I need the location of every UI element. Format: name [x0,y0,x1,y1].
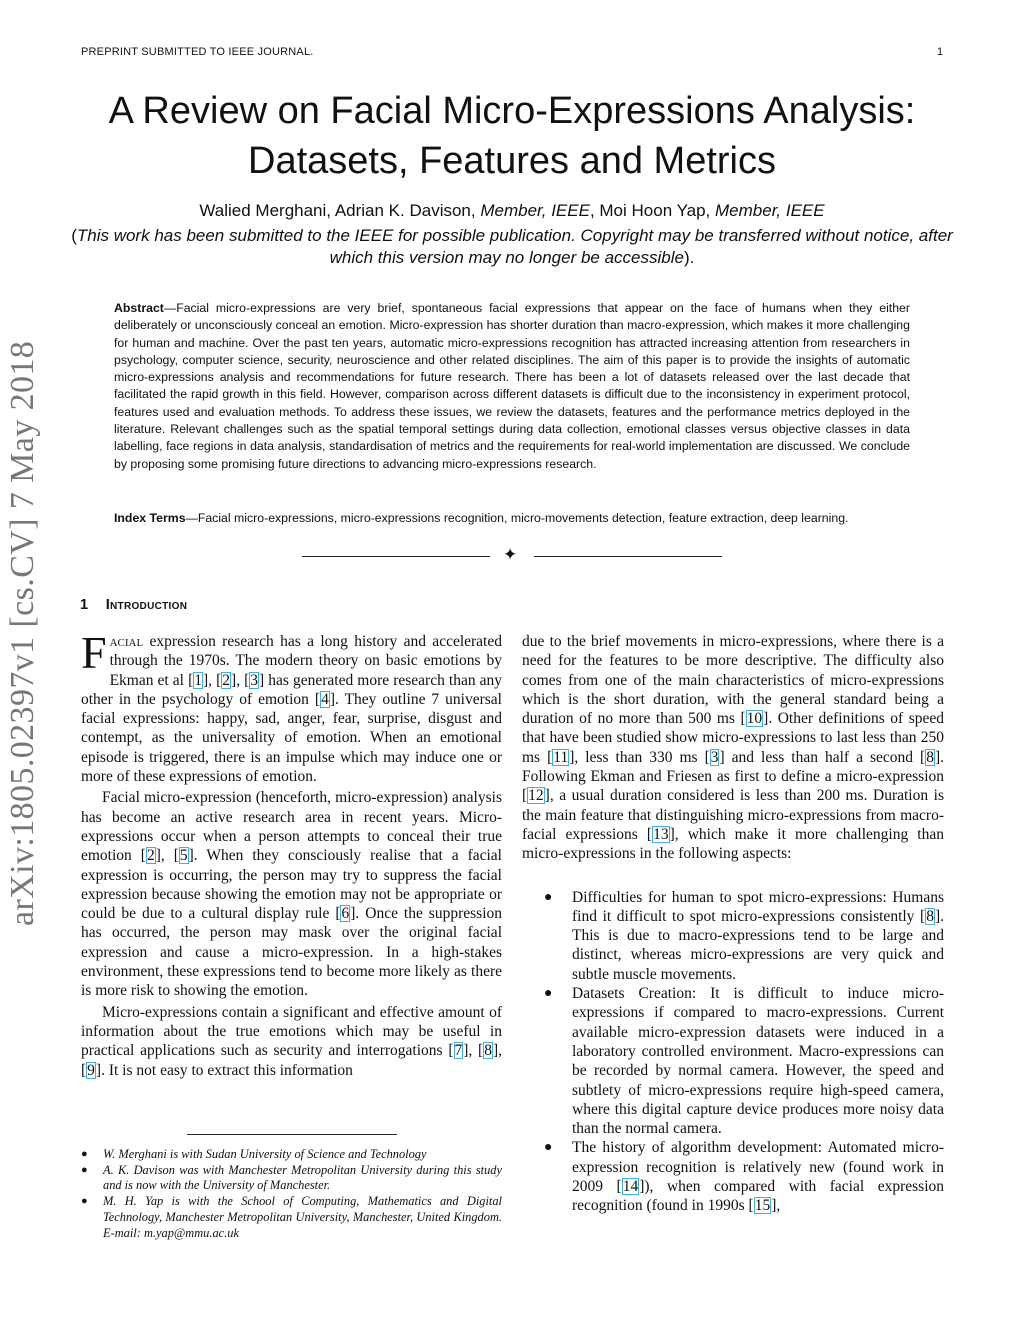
bullet-icon: ● [81,1163,88,1176]
citation-separator: , [208,671,217,689]
citation-link[interactable]: 1 [194,671,202,689]
list-item [522,984,944,1138]
list-item-text: Datasets Creation: It is difficult to induce micro-expressions if compared to macro-expressions. Current available micro-expression datasets were induced in a laboratory controlled environment. Macro-expressions can be recorded by normal camera. However, the speed and subtlety of micro-expressions require high-speed camera, where this digital capture device produces more noisy data than the normal camera. [572,985,944,1138]
section-heading [80,597,187,613]
index-terms-label: Index Terms [114,511,186,525]
footnote-text: M. H. Yap is with the School of Computing, Mathematics and Digital Technology, Manchester Metropolitan University, Manchester, United Kingdom. E-mail: m.yap@mmu.ac.uk [103,1194,502,1240]
paragraph-text: has generated more research than any other in the psychology of emotion [81,671,503,708]
list-item-text: , [776,1197,781,1215]
paragraph-text: . When they consciously realise that a facial expression is occurring, the person may try to suppress the facial expression because showing the emotion may not be appropriate or could be due to a cultural display rule [81,847,502,923]
paragraph-text: . Following Ekman and Friesen as first to define a micro-expression [522,748,944,786]
divider-line-right [534,556,722,557]
author-name: Adrian K. Davison, [334,201,476,220]
footnote [81,1163,502,1194]
paragraph: due to the brief movements in micro-expressions, where there is a need for the features to be more descriptive. The difficulty also comes from one of the main characteristics of micro-expressions which is the short duration, with the general standard being a duration of no more than 500 ms [10]. Other definitions of speed that have been studied show micro-expressions to last less than 250 ms [11], less than 330 ms [3] and less than half a second [8]. Following Ekman and Friesen as first to define a micro-expression [12], a usual duration considered is less than 200 ms. Duration is the main feature that distinguishing micro-expressions from macro-facial expressions [13], which make it more challenging than micro-expressions in the following aspects: [522,633,944,863]
citation-separator: , [468,1042,479,1060]
list-item-text: . This is due to macro-expressions tend to be large and distinct, whereas micro-expressions are very quick and subtle muscle movements. [572,907,944,983]
citation-link[interactable]: 2 [146,847,155,865]
index-terms-text: —Facial micro-expressions, micro-expressions recognition, micro-movements detection, feature extraction, deep learning. [185,511,849,525]
author-name: , Moi Hoon Yap, [589,201,711,220]
section-title: Introduction [105,597,188,613]
drop-cap: F [81,627,107,678]
abstract-text: —Facial micro-expressions are very brief, spontaneous facial expressions that appear on the face of humans when they either deliberately or unconsciously conceal an emotion. Micro-expression has shorter duration than macro-expression, which makes it more challenging for human and machine. Over the past ten years, automatic micro-expressions recognition has attracted increasing attention from researchers in psychology, computer science, security, neuroscience and other related disciplines. The aim of this paper is to provide the insights of automatic micro-expressions analysis and recommendations for future research. There has been a lot of datasets released over the last decade that facilitated the rapid growth in this field. However, comparison across different datasets is difficult due to the inconsistency in experiment protocol, features used and evaluation methods. To address these issues, we review the datasets, features and the performance metrics deployed in the literature. Relevant challenges such as the spatial temporal settings during data collection, emotional classes versus objective classes in data labelling, face regions in data analysis, standardisation of metrics and the requirements for real-world implementation are discussed. We conclude by proposing some promising future directions to advancing micro-expressions research. [114,301,910,471]
citation-link[interactable]: 13 [653,825,669,843]
list-item: ● The history of algorithm development: Automated micro-expression recognition is relatively new (found work in 2009 [14]), when compared with facial expression recognition (found in 1990s [15], [544,1139,944,1215]
citation-link[interactable]: 3 [710,748,719,766]
note-text: This work has been submitted to the IEEE for possible publication. Copyright may be transferred without notice, after which this version may no longer be accessible [76,226,953,267]
paragraph-text: due to the brief movements in micro-expressions, where there is a need for the features to be more descriptive. The difficulty also comes from one of the main characteristics of micro-expressions which is the short duration, with the general standard being a duration of no more than 500 ms [522,633,944,728]
paragraph-text: Facial micro-expression (henceforth, micro-expression) analysis has become an active research area in recent years. Micro-expressions occur when a person attempts to conceal their true emotion [81,789,502,865]
footnote-text: A. K. Davison was with Manchester Metropolitan University during this study and is now with the University of Manchester. [103,1162,502,1193]
paragraph-text: , less than 330 ms [574,748,705,766]
paragraph: Micro-expressions contain a significant and effective amount of information about the true emotions which may be useful in practical applications such as security and interrogations [7], [8], [9]. It is not easy to extract this information [81,1003,503,1079]
left-column [81,627,503,1080]
footnote-text: W. Merghani is with Sudan University of Science and Technology [103,1147,427,1161]
paragraph-text: Micro-expressions contain a significant and effective amount of information about the true emotions which may be useful in practical applications such as security and interrogations [81,1003,502,1060]
list-item-text: ), when compared with facial expression recognition (found in 1990s [572,1178,944,1215]
paragraph-text: , which make it more challenging than micro-expressions in the following aspects: [522,825,944,863]
running-head: PREPRINT SUBMITTED TO IEEE JOURNAL. [81,46,314,58]
citation-link[interactable]: 8 [926,748,934,766]
paragraph-text: . They outline 7 universal facial expressions: happy, sad, anger, fear, surprise, disgust and contempt, as the universality of emotion. When an emotional episode is triggered, there is an impulse which may induce one or more of these expressions of emotion. [81,690,502,786]
section-number: 1 [80,597,89,613]
submission-note [70,225,954,269]
citation-link[interactable]: 8 [484,1042,492,1060]
paragraph-text: and less than half a second [724,748,921,766]
footnote [81,1147,502,1163]
bullet-icon: ● [81,1148,88,1160]
footnote [81,1194,502,1241]
citation-link[interactable]: 12 [528,787,544,805]
paragraph-text: , a usual duration considered is less than 200 ms. Duration is the main feature that distinguishing micro-expressions from macro-facial expressions [522,787,944,843]
abstract [114,300,910,473]
author-list [60,201,964,221]
citation-link[interactable]: 14 [622,1178,639,1196]
abstract-label: Abstract [114,301,164,315]
author-role: Member, IEEE [480,201,590,220]
citation-link[interactable]: 6 [341,905,350,923]
bullet-icon: ● [544,1140,553,1156]
citation-link[interactable]: 9 [87,1061,95,1079]
citation-link[interactable]: 4 [321,690,329,708]
paragraph-text: . It is not easy to extract this information [101,1061,353,1079]
footnote-rule [187,1134,397,1135]
footnotes [81,1147,502,1241]
citation-link[interactable]: 2 [222,671,231,689]
list-item: ● Difficulties for human to spot micro-expressions: Humans find it difficult to spot micro-expressions consistently [8]. This is due to macro-expressions tend to be large and distinct, whereas micro-expressions are very quick and subtle muscle movements. [544,888,944,983]
paragraph-text: . Once the suppression has occurred, the person may mask over the original facial expression and cause a micro-expression. In a high-stakes environment, these expressions tend to become more likely as there is more risk to showing the emotion. [81,905,503,1000]
section-divider [302,547,722,567]
challenge-list [522,888,944,1216]
citation-separator: , [498,1042,503,1060]
arxiv-identifier-stamp: arXiv:1805.02397v1 [cs.CV] 7 May 2018 [4,340,41,926]
index-terms [114,510,934,527]
note-paren-open: ( [71,226,77,245]
citation-link[interactable]: 5 [179,847,188,865]
small-caps-lead: acial [109,633,144,650]
divider-line-left [302,556,490,557]
citation-separator: , [236,671,245,689]
citation-link[interactable]: 11 [553,748,569,766]
citation-separator: , [160,847,174,865]
bullet-icon: ● [544,889,553,905]
page-number: 1 [937,46,944,58]
note-paren-close: ). [683,248,695,267]
bullet-icon: ● [81,1195,88,1208]
author-name: Walied Merghani, [199,201,332,220]
citation-link[interactable]: 15 [754,1197,771,1215]
bullet-icon: ● [544,986,553,1002]
list-item-text: The history of algorithm development: Automated micro-expression recognition is relatively new (found work in 2009 [572,1139,944,1196]
list-item-text: Difficulties for human to spot micro-expressions: Humans find it difficult to spot micro-expressions consistently [572,888,944,925]
paragraph: Facial micro-expression (henceforth, micro-expression) analysis has become an active research area in recent years. Micro-expressions occur when a person attempts to conceal their true emotion [2], [5]. When they consciously realise that a facial expression is occurring, the person may try to suppress the facial expression because showing the emotion may not be appropriate or could be due to a cultural display rule [6]. Once the suppression has occurred, the person may mask over the original facial expression and cause a micro-expression. In a high-stakes environment, these expressions tend to become more likely as there is more risk to showing the emotion. [81,789,503,1000]
citation-link[interactable]: 10 [746,710,763,728]
paragraph-text: . Other definitions of speed that have been studied show micro-expressions to last less than 250 ms [522,710,944,766]
citation-link[interactable]: 8 [926,907,934,925]
paragraph: Facial expression research has a long history and accelerated through the 1970s. The modern theory on basic emotions by Ekman et al [1], [2], [3] has generated more research than any other in the psychology of emotion [4]. They outline 7 universal facial expressions: happy, sad, anger, fear, surprise, disgust and contempt, as the universality of emotion. When an emotional episode is triggered, there is an impulse which may induce one or more of these expressions of emotion. [81,627,503,786]
citation-link[interactable]: 7 [454,1042,463,1060]
divider-star-icon: ✦ [503,545,518,564]
right-column [522,632,944,1216]
author-role: Member, IEEE [715,201,825,220]
paragraph-text: expression research has a long history and accelerated through the 1970s. The modern theory on basic emotions by Ekman et al [109,633,502,689]
citation-link[interactable]: 3 [250,671,259,689]
paper-title: A Review on Facial Micro-Expressions Analysis: Datasets, Features and Metrics [108,90,916,182]
